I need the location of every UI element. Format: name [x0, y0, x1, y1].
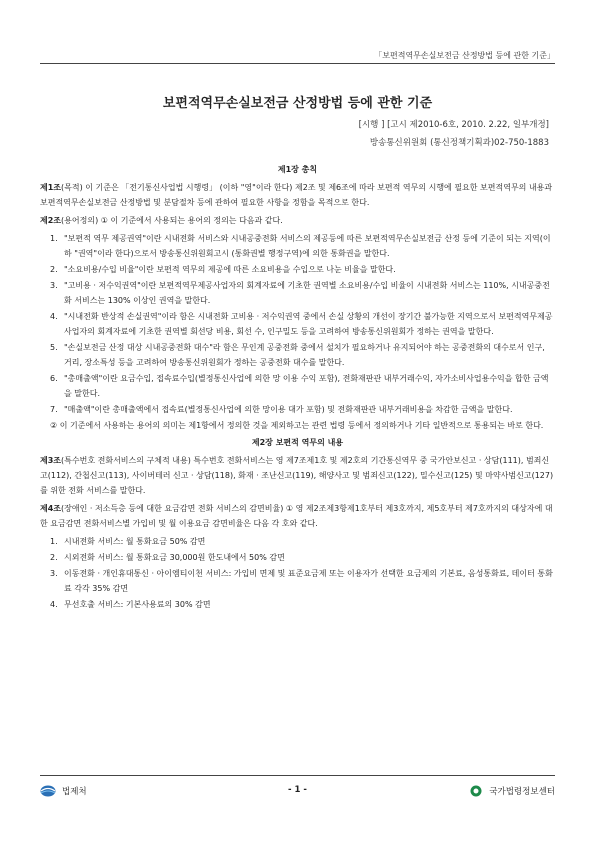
- item-number: 4.: [50, 312, 58, 321]
- item-text: "손실보전금 산정 대상 시내공중전화 대수"라 함은 무인계 공중전화 중에서 설치가 필요하거나 유지되어야 하는 공중전화의 대수로서 인구, 거리, 장소특성 등을 고려하여 방송통신위원회가 정하는 공중전화 대수를 말한다.: [64, 343, 545, 367]
- item-text: "소요비용/수입 비율"이란 보편적 역무의 제공에 따른 소요비용을 수입으로 나눈 비율을 말한다.: [64, 265, 396, 274]
- article-label: 제1조: [40, 183, 62, 192]
- running-header: 「보편적역무손실보전금 산정방법 등에 관한 기준」: [374, 51, 555, 60]
- item-number: 6.: [50, 374, 58, 383]
- item-text: "시내전화 반상적 손실권역"이라 함은 시내전화 고비용 · 저수익권역 중에서 손실 상황의 개선이 장기간 불가능한 지역으로서 보편적역무제공사업자의 회계자료에 기초한 권역별 회선당 비용, 회선 수, 인구밀도 등을 고려하여 방송통신위원회가 정하는 권역을 말한다.: [64, 312, 553, 336]
- header-divider: [40, 63, 555, 64]
- footer-source: 법제처: [62, 787, 87, 797]
- article-2: [40, 213, 555, 228]
- footer-right: [468, 785, 555, 797]
- item-text: 시내전화 서비스: 월 통화요금 50% 감면: [64, 537, 206, 546]
- item-number: 5.: [50, 343, 58, 352]
- list-item: [50, 550, 555, 565]
- item-text: "고비용 · 저수익권역"이란 보편적역무제공사업자의 회계자료에 기초한 권역별 소요비용/수입 비율이 시내전화 서비스는 110%, 시내공중전화 서비스는 130% 이상인 권역을 말한다.: [64, 281, 550, 305]
- article-text: (용어정의) ① 이 기준에서 사용되는 용어의 정의는 다음과 같다.: [61, 216, 283, 225]
- footer-divider: [40, 775, 555, 776]
- list-item: [50, 340, 555, 370]
- item-text: "매출액"이란 총매출액에서 접속료(별정통신사업에 의한 망이용 대가 포함) 및 전화재판관 내부거래비용을 차감한 금액을 말한다.: [64, 405, 513, 414]
- item-number: 7.: [50, 405, 58, 414]
- item-text: 무선호출 서비스: 기본사용료의 30% 감면: [64, 600, 211, 609]
- chapter-heading: 제2장 보편적 역무의 내용: [251, 438, 344, 447]
- item-number: 3.: [50, 281, 58, 290]
- document-title: 보편적역무손실보전금 산정방법 등에 관한 기준: [162, 96, 433, 111]
- article-text: (특수번호 전화서비스의 구체적 내용) 특수번호 전화서비스는 영 제7조제1호 및 제2호의 기간통신역무 중 국가안보신고 · 상담(111), 범죄신고(112), 간첩신고(113), 사이버테러 신고 · 상담(118), 화재 · 조난신고(119), 해양사고 및 범죄신고(122), 밀수신고(125) 및 마약사범신고(127)를 위한 전화 서비스를 말한다.: [40, 456, 554, 495]
- article-label: 제4조: [40, 504, 62, 513]
- list-item: [50, 402, 555, 417]
- article-text: (장애인 · 저소득층 등에 대한 요금감면 전화 서비스의 감면비율) ① 영 제2조제3항제1호부터 제3호까지, 제5호부터 제7호까지의 대상자에 대한 요금감면 전화서비스별 가입비 및 월 이용요금 감면비율은 다음 각 호와 같다.: [40, 504, 553, 528]
- list-item: [50, 309, 555, 339]
- chapter-heading: 제1장 총칙: [277, 165, 318, 174]
- article-paragraph: ② 이 기준에서 사용하는 용어의 의미는 제1항에서 정의한 것을 제외하고는 관련 법령 등에서 정의하거나 기타 일반적으로 통용되는 바로 한다.: [50, 421, 544, 430]
- item-text: 이동전화 · 개인휴대통신 · 아이엠티이천 서비스: 가입비 면제 및 표준요금제 또는 이용자가 선택한 요금제의 기본료, 음성통화료, 데이터 통화료 각각 35% 감면: [64, 569, 553, 593]
- list-item: [50, 231, 555, 261]
- item-text: "총매출액"이란 요금수입, 접속료수입(별정통신사업에 의한 망 이용 수익 포함), 전화재판관 내부거래수익, 자가소비사업용수익을 합한 금액을 말한다.: [64, 374, 549, 398]
- item-number: 1.: [50, 537, 58, 546]
- article-label: 제2조: [40, 216, 62, 225]
- article-text: (목적) 이 기준은 「전기통신사업법 시행령」 (이하 "영"이라 한다) 제2조 및 제6조에 따라 보편적 역무의 시행에 필요한 보편적역무의 내용과 보편적역무손실보전금 산정방법 및 분담절차 등에 관하여 필요한 사항을 정함을 목적으로 한다.: [40, 183, 553, 207]
- article-3: [40, 453, 555, 498]
- list-item: [50, 371, 555, 401]
- article-4: [40, 501, 555, 531]
- enforcement-info: [시행 ] [고시 제2010-6호, 2010. 2.22, 일부개정]: [358, 120, 549, 130]
- article-label: 제3조: [40, 456, 62, 465]
- list-item: [50, 566, 555, 596]
- list-item: [50, 597, 555, 612]
- item-number: 1.: [50, 234, 58, 243]
- document-body: [40, 160, 555, 613]
- list-item: [50, 534, 555, 549]
- item-text: 시외전화 서비스: 월 통화요금 30,000원 한도내에서 50% 감면: [64, 553, 285, 562]
- law-center-logo-icon: [468, 785, 484, 797]
- item-number: 2.: [50, 265, 58, 274]
- page-footer: [40, 783, 555, 803]
- page-number: - 1 -: [288, 785, 307, 795]
- article-1: [40, 180, 555, 210]
- item-number: 4.: [50, 600, 58, 609]
- list-item: [50, 278, 555, 308]
- item-number: 3.: [50, 569, 58, 578]
- footer-center-name: 국가법령정보센터: [489, 787, 555, 797]
- item-text: "보편적 역무 제공권역"이란 시내전화 서비스와 시내공중전화 서비스의 제공등에 따른 보편적역무손실보전금 산정 등에 기준이 되는 지역(이하 "권역"이라 한다)으로서 방송통신위원회고시 (통화권별 행정구역)에 의한 통화권을 말한다.: [64, 234, 551, 258]
- list-item: [50, 262, 555, 277]
- issuing-agency: 방송통신위원회 (통신정책기획과)02-750-1883: [369, 138, 549, 148]
- item-number: 2.: [50, 553, 58, 562]
